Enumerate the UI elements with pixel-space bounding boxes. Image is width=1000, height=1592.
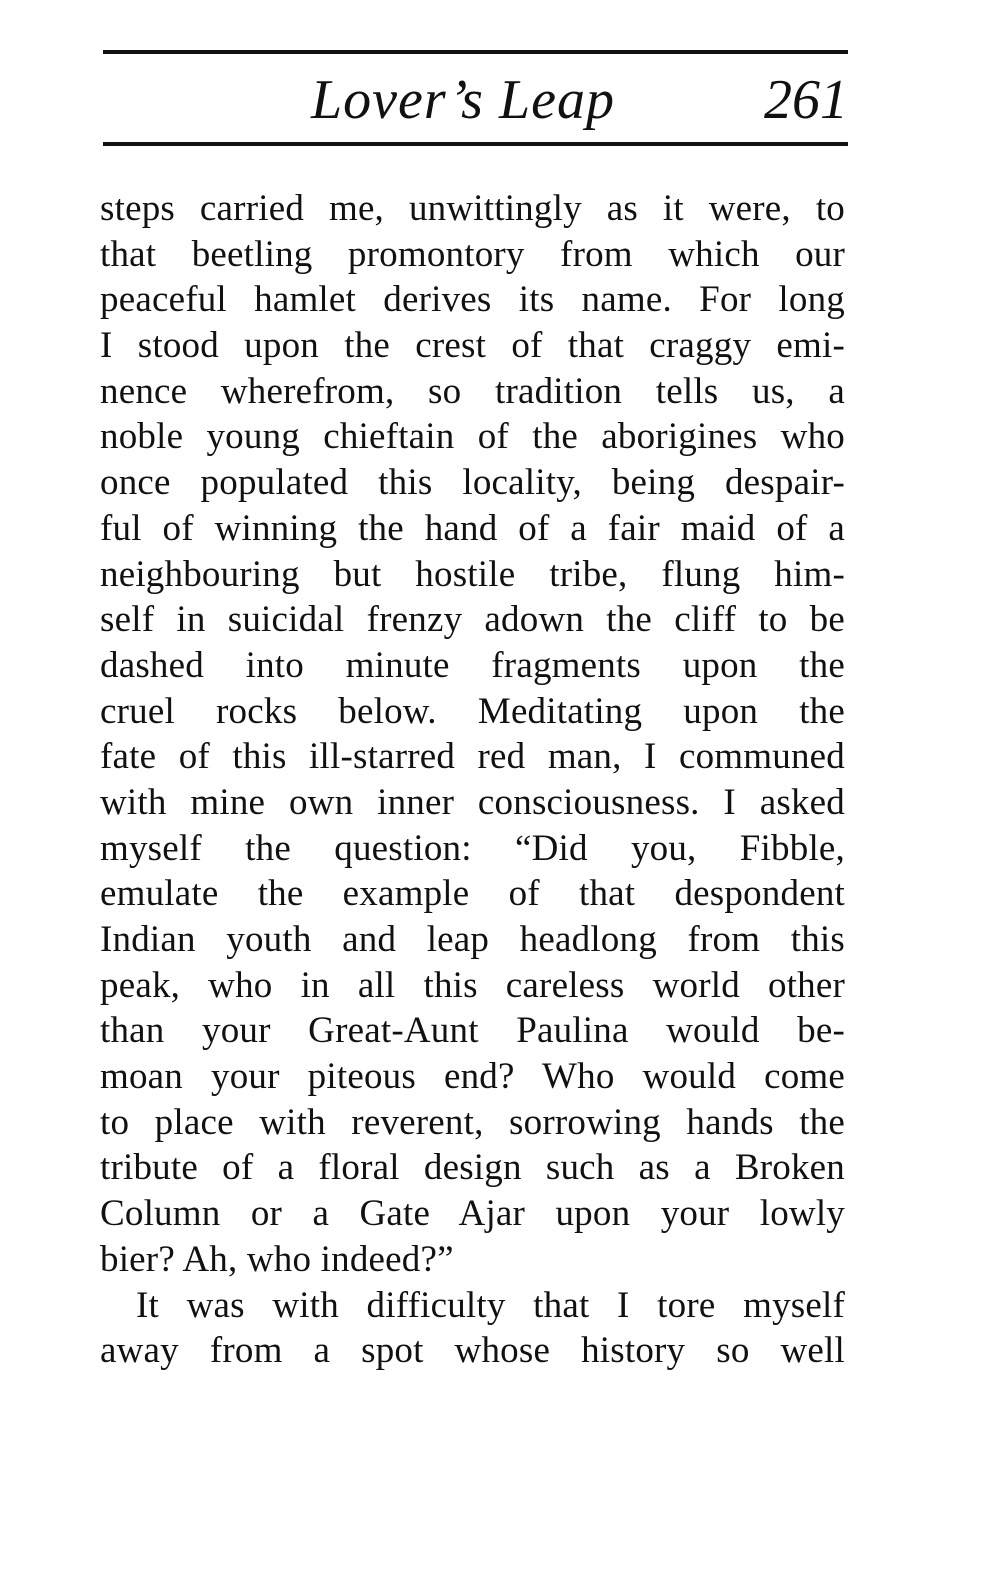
paragraph-end-line: bier? Ah, who indeed?” <box>100 1238 454 1280</box>
text-line: that beetling promontory from which our <box>100 233 845 275</box>
text-line: peak, who in all this careless world other <box>100 964 845 1006</box>
text-line: Column or a Gate Ajar upon your lowly <box>100 1193 845 1235</box>
header-bottom-rule <box>103 142 848 146</box>
text-line: emulate the example of that despondent <box>100 873 845 915</box>
text-line: I stood upon the crest of that craggy emi- <box>100 325 845 367</box>
text-line: myself the question: “Did you, Fibble, <box>100 827 845 869</box>
paragraph-first-line: It was with difficulty that I tore myself <box>136 1284 845 1326</box>
text-line: fate of this ill-starred red man, I communed <box>100 736 845 778</box>
text-line: neighbouring but hostile tribe, flung him- <box>100 553 845 595</box>
running-head <box>103 62 848 138</box>
text-line: than your Great-Aunt Paulina would be- <box>100 1010 845 1052</box>
text-line: away from a spot whose history so well <box>100 1330 845 1372</box>
text-line: dashed into minute fragments upon the <box>100 644 845 686</box>
text-line: nence wherefrom, so tradition tells us, a <box>100 370 845 412</box>
text-line: ful of winning the hand of a fair maid of a <box>100 507 845 549</box>
text-line: moan your piteous end? Who would come <box>100 1056 845 1098</box>
page-number: 261 <box>764 69 848 131</box>
header-top-rule <box>103 50 848 54</box>
text-line: self in suicidal frenzy adown the cliff to be <box>100 599 845 641</box>
text-line: Indian youth and leap headlong from this <box>100 919 845 960</box>
text-line: noble young chieftain of the aborigines who <box>100 416 845 458</box>
running-title: Lover’s Leap <box>311 69 615 131</box>
text-line: with mine own inner consciousness. I asked <box>100 781 845 823</box>
text-line: steps carried me, unwittingly as it were, to <box>100 188 845 229</box>
text-line: cruel rocks below. Meditating upon the <box>100 690 845 732</box>
text-line: to place with reverent, sorrowing hands the <box>100 1101 845 1143</box>
text-line: peaceful hamlet derives its name. For long <box>100 279 845 321</box>
body-text <box>100 186 845 1374</box>
text-line: tribute of a floral design such as a Broken <box>100 1147 845 1189</box>
text-line: once populated this locality, being despair- <box>100 462 845 504</box>
